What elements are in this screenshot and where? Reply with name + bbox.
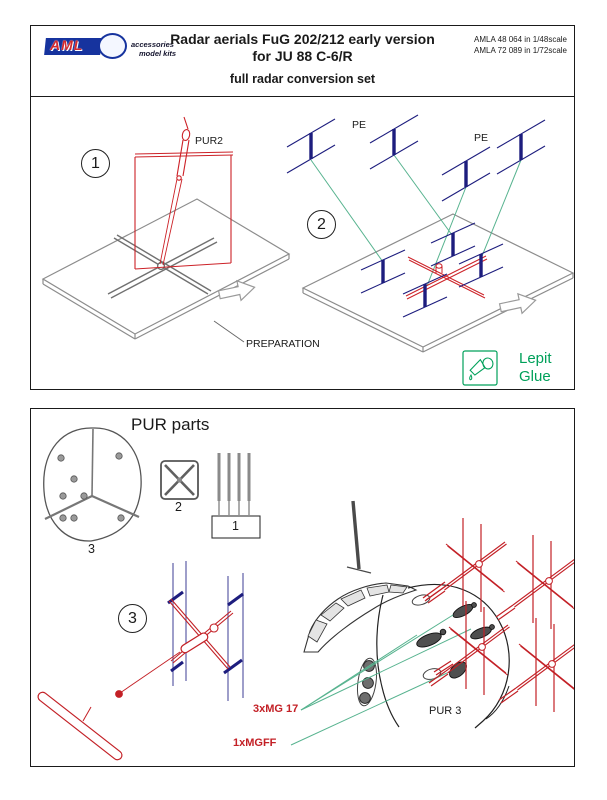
pe-dipole-parts [287, 115, 545, 201]
pe-label-2: PE [474, 132, 489, 144]
step-2-number: 2 [307, 210, 336, 239]
header-divider [31, 96, 574, 97]
pur2-label: PUR2 [195, 135, 224, 147]
step2-diagram [287, 115, 573, 385]
glue-word-1: Lepit [519, 350, 552, 367]
gun-pod [355, 657, 380, 707]
pe-dipole [370, 115, 418, 169]
part1-number: 1 [232, 519, 239, 533]
jig-cross [406, 256, 487, 299]
scale-info [474, 34, 567, 56]
logo-brand-text: AML [50, 37, 84, 53]
part3-number: 3 [88, 542, 95, 556]
dipole-rods [173, 561, 243, 701]
top-panel [30, 25, 575, 390]
direction-arrow-icon [498, 290, 537, 317]
step1-diagram [43, 117, 289, 342]
glue-caption [519, 350, 552, 386]
gun-ports [415, 602, 495, 681]
aerial-arrays [423, 518, 574, 712]
sheet-title-line1: Radar aerials FuG 202/212 early version [170, 31, 435, 47]
pur-part2-cross [161, 461, 198, 499]
bottom-panel [30, 408, 575, 767]
pe-dipole [442, 147, 490, 201]
logo-tagline-2: model kits [139, 49, 177, 58]
sheet-title-line2: for JU 88 C-6/R [252, 48, 353, 64]
part2-number: 2 [175, 500, 182, 514]
aircraft-nose [291, 501, 509, 745]
mounted-dipoles [361, 223, 503, 317]
glue-icon [463, 351, 497, 385]
pe-dipole [497, 120, 545, 174]
pe-label-1: PE [352, 119, 367, 131]
logo-tagline-1: accessories [131, 40, 174, 49]
canopy [304, 583, 416, 652]
sheet-subtitle: full radar conversion set [229, 72, 376, 86]
mg17-label: 3xMG 17 [253, 703, 299, 715]
glue-leader-lines [311, 155, 521, 286]
pur-part3-bulkhead [44, 428, 141, 541]
preparation-leader-line [214, 321, 244, 342]
step3-assembly [36, 561, 243, 762]
scale-line-72: AMLA 72 089 in 1/72scale [474, 46, 567, 55]
pe-dipole [287, 119, 335, 173]
pin-vise-tool [160, 117, 191, 265]
scale-line-48: AMLA 48 064 in 1/48scale [474, 35, 567, 44]
step-3-number: 3 [118, 604, 147, 633]
cross-guide [108, 235, 217, 298]
mgff-label: 1xMGFF [233, 737, 277, 749]
step-1-number: 1 [81, 149, 110, 178]
pur3-label: PUR 3 [429, 705, 462, 717]
bottom-diagrams [31, 409, 574, 766]
direction-arrow-icon [217, 277, 256, 304]
roof-antenna-mast [353, 501, 359, 569]
pur-parts-heading: PUR parts [131, 415, 210, 434]
glue-word-2: Glue [519, 368, 551, 385]
preparation-caption: PREPARATION [246, 338, 320, 350]
